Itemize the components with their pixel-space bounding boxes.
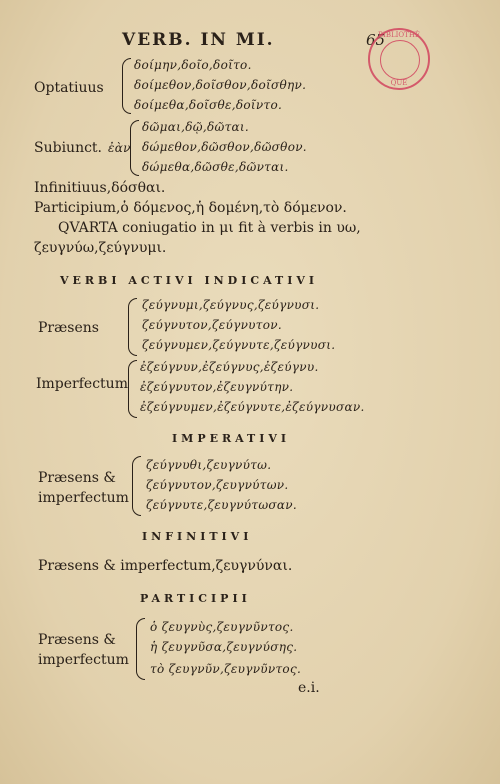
participle-form-1: ὁ ζευγνὺς,ζευγνῦντος. (150, 620, 294, 634)
optative-form-3: δοίμεθα,δοῖσθε,δοῖντο. (134, 98, 283, 112)
optative-brace (122, 58, 131, 114)
infinitive-line: Infinitiuus,δόσθαι. (34, 180, 166, 196)
signature-mark: e.i. (298, 680, 320, 696)
running-header: VERB. IN MI. (122, 30, 275, 50)
present-form-1: ζεύγνυμι,ζεύγνυς,ζεύγνυσι. (142, 298, 320, 312)
subjunctive-form-2: δώμεθον,δῶσθον,δῶσθον. (142, 140, 307, 154)
participle-line: Participium,ὁ δόμενος,ἡ δομένη,τὸ δόμενον. (34, 200, 347, 216)
infinitive-present-line: Præsens & imperfectum,ζευγνύναι. (38, 558, 293, 574)
stamp-text-bottom: QUE (390, 79, 408, 87)
fourth-conjugation-line-1: QVARTA coniugatio in μι fit à verbis in υω, (58, 220, 361, 236)
page-number: 65 (366, 31, 386, 49)
section-active-indicative: VERBI ACTIVI INDICATIVI (60, 274, 319, 287)
imperative-label-1: Præsens & (38, 470, 116, 486)
imperfect-form-2: ἐζεύγνυτον,ἐζευγνύτην. (140, 380, 294, 394)
participle-label-1: Præsens & (38, 632, 116, 648)
subjunctive-form-3: δώμεθα,δῶσθε,δῶνται. (142, 160, 289, 174)
imperative-form-1: ζεύγνυθι,ζευγνύτω. (146, 458, 272, 472)
subjunctive-form-1: δῶμαι,δῷ,δῶται. (142, 120, 250, 134)
subjunctive-brace (130, 120, 139, 176)
imperfect-label: Imperfectum (36, 376, 128, 392)
optative-form-2: δοίμεθον,δοῖσθον,δοῖσθην. (134, 78, 307, 92)
present-form-2: ζεύγνυτον,ζεύγνυτον. (142, 318, 282, 332)
present-form-3: ζεύγνυμεν,ζεύγνυτε,ζεύγνυσι. (142, 338, 336, 352)
participle-form-2: ἡ ζευγνῦσα,ζευγνύσης. (150, 640, 298, 654)
present-label: Præsens (38, 320, 99, 336)
optative-label: Optatiuus (34, 80, 104, 96)
imperative-form-2: ζεύγνυτον,ζευγνύτων. (146, 478, 289, 492)
participle-label-2: imperfectum (38, 652, 129, 668)
imperative-form-3: ζεύγνυτε,ζευγνύτωσαν. (146, 498, 298, 512)
imperative-label-2: imperfectum (38, 490, 129, 506)
section-infinitive: INFINITIVI (142, 530, 253, 543)
library-stamp (368, 28, 430, 90)
fourth-conjugation-line-2: ζευγνύω,ζεύγνυμι. (34, 240, 167, 256)
section-participle: PARTICIPII (140, 592, 251, 605)
subjunctive-label: Subiunct. (34, 140, 102, 156)
participle-brace (136, 618, 145, 680)
stamp-text: BIBLIOTHÈ (377, 31, 421, 39)
imperfect-brace (128, 360, 137, 418)
subjunctive-particle: ἐὰν (108, 141, 131, 155)
imperfect-form-3: ἐζεύγνυμεν,ἐζεύγνυτε,ἐζεύγνυσαν. (140, 400, 365, 414)
participle-form-3: τὸ ζευγνῦν,ζευγνῦντος. (150, 662, 302, 676)
imperative-brace (132, 456, 141, 516)
stamp-inner-ring (380, 40, 420, 80)
present-brace (128, 298, 137, 356)
imperfect-form-1: ἐζεύγνυν,ἐζεύγνυς,ἐζεύγνυ. (140, 360, 319, 374)
section-imperative: IMPERATIVI (172, 432, 291, 445)
optative-form-1: δοίμην,δοῖο,δοῖτο. (134, 58, 252, 72)
